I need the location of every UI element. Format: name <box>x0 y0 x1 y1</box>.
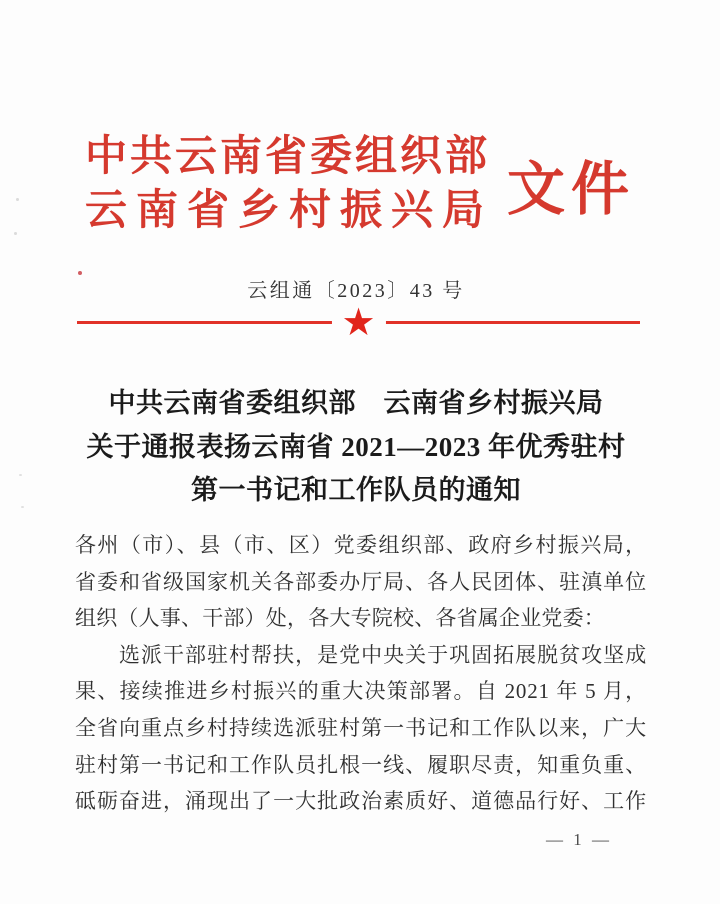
body-line: 驻村第一书记和工作队员扎根一线、履职尽责，知重负重、 <box>75 752 647 777</box>
document-title <box>0 382 712 513</box>
scan-speck <box>19 474 22 476</box>
body-line: 砥砺奋进，涌现出了一大批政治素质好、道德品行好、工作 <box>75 789 647 814</box>
letterhead-org-block <box>85 130 497 238</box>
scan-speck <box>14 232 17 235</box>
body-line: 组织（人事、干部）处，各大专院校、各省属企业党委： <box>75 606 605 631</box>
body-line: 果、接续推进乡村振兴的重大决策部署。自 2021 年 5 月， <box>75 679 647 704</box>
body-line: 省委和省级国家机关各部委办厅局、各人民团体、驻滇单位 <box>75 569 647 594</box>
doc-number: 云组通〔2023〕43 号 <box>247 280 465 302</box>
letterhead-org-line-1: 中共云南省委组织部 <box>85 134 491 180</box>
scan-speck <box>78 271 82 275</box>
body-line: 全省向重点乡村持续选派驻村第一书记和工作队以来，广大 <box>75 715 647 740</box>
letterhead-doc-type: 文件 <box>507 157 636 222</box>
scan-speck <box>21 506 24 508</box>
red-divider-rule <box>77 299 640 344</box>
page-number: — 1 — <box>546 830 612 849</box>
body-line: 各州（市）、县（市、区）党委组织部、政府乡村振兴局， <box>75 533 647 557</box>
letterhead-org-line-2: 云南省乡村振兴局 <box>85 188 494 234</box>
scan-speck <box>16 198 19 201</box>
letterhead <box>85 130 635 238</box>
document-body <box>75 527 647 820</box>
star-icon: ★ <box>331 302 385 340</box>
document-title-line-2: 关于通报表扬云南省 2021—2023 年优秀驻村 <box>86 431 626 462</box>
body-line: 选派干部驻村帮扶，是党中央关于巩固拓展脱贫攻坚成 <box>119 642 647 667</box>
document-title-line-3: 第一书记和工作队员的通知 <box>191 475 521 505</box>
document-title-line-1: 中共云南省委组织部 云南省乡村振兴局 <box>108 388 604 418</box>
